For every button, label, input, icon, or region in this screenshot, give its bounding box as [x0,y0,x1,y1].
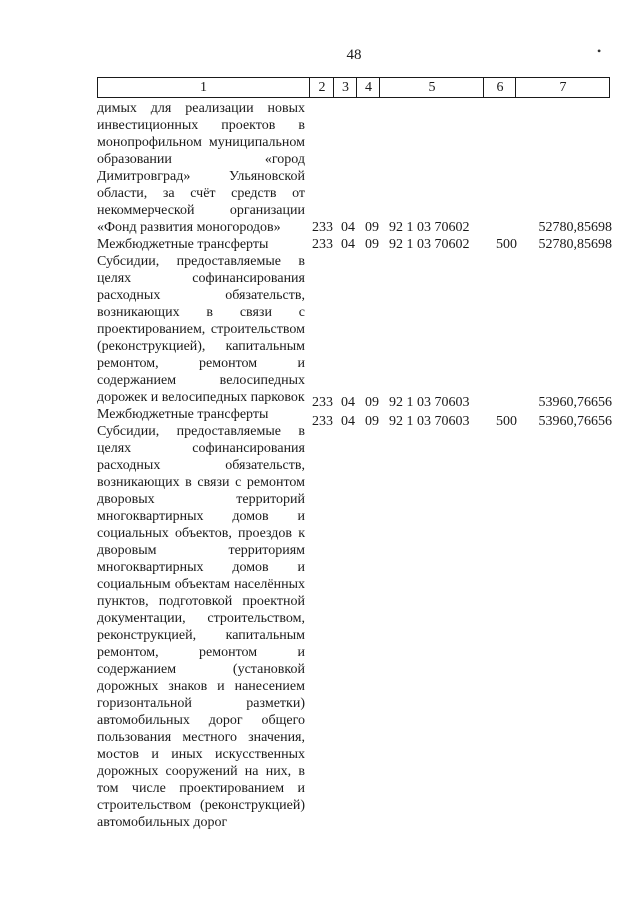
description-block [97,406,305,423]
description-text: Межбюджетные трансферты [97,237,269,252]
description-block [97,253,305,406]
description-text: Субсидии, предоставляемые в целях софинансирования расходных обязательств, возникающих в связи с ремонтом дворовых территорий многоквартирных домов и социальных объектов, проездов к дворовым территориям многоквартирных домов и социальным объектам населённых пунктов, подготовкой проектной документации, строительством, реконструкцией, капитальным ремонтом, ремонтом и содержанием (установкой дорожных знаков и нанесением горизонтальной разметки) автомобильных дорог общего пользования местного значения, мостов и иных искусственных дорожных сооружений на них, в том числе проектированием и строительством (реконструкцией) автомобильных дорог [97,424,305,830]
cell-ministry: 233 [312,220,333,235]
cell-sum: 53960,76656 [538,395,612,410]
cell-subsection: 09 [365,395,379,410]
table-row [312,219,612,236]
cell-target: 92 1 03 70603 [389,395,470,410]
cell-ministry: 233 [312,414,333,429]
table-row [312,413,612,430]
cell-section: 04 [341,220,355,235]
page-number: 48 [346,47,362,63]
description-block [97,100,305,236]
description-text: димых для реализации новых инвестиционных проектов в монопрофильном муниципальном образовании «город Димитровград» Ульяновской области, за счёт средств от некоммерческой организации «Фонд развития моногородов» [97,101,305,235]
header-col-4: 4 [356,78,380,97]
header-col-2: 2 [309,78,334,97]
table-header [97,77,610,98]
description-column [97,100,305,831]
cell-target: 92 1 03 70602 [389,237,470,252]
description-block [97,423,305,831]
header-col-7: 7 [515,78,610,97]
description-text: Субсидии, предоставляемые в целях софинансирования расходных обязательств, возникающих в связи с проектированием, строительством (реконструкцией), капитальным ремонтом, ремонтом и содержанием велосипедных дорожек и велосипедных парковок [97,254,305,405]
cell-section: 04 [341,414,355,429]
cell-ministry: 233 [312,395,333,410]
cell-ministry: 233 [312,237,333,252]
cell-section: 04 [341,395,355,410]
cell-subsection: 09 [365,220,379,235]
description-block [97,236,305,253]
description-text: Межбюджетные трансферты [97,407,269,422]
cell-vr: 500 [496,414,517,429]
header-col-3: 3 [333,78,357,97]
cell-target: 92 1 03 70602 [389,220,470,235]
cell-target: 92 1 03 70603 [389,414,470,429]
header-col-1: 1 [200,80,207,95]
cell-sum: 53960,76656 [538,414,612,429]
cell-sum: 52780,85698 [538,237,612,252]
cell-section: 04 [341,237,355,252]
header-col-6: 6 [483,78,516,97]
header-col-5: 5 [379,78,484,97]
cell-subsection: 09 [365,237,379,252]
table-row [312,236,612,253]
cell-vr: 500 [496,237,517,252]
cell-subsection: 09 [365,414,379,429]
cell-sum: 52780,85698 [538,220,612,235]
table-row [312,394,612,411]
corner-mark: • [597,44,602,58]
